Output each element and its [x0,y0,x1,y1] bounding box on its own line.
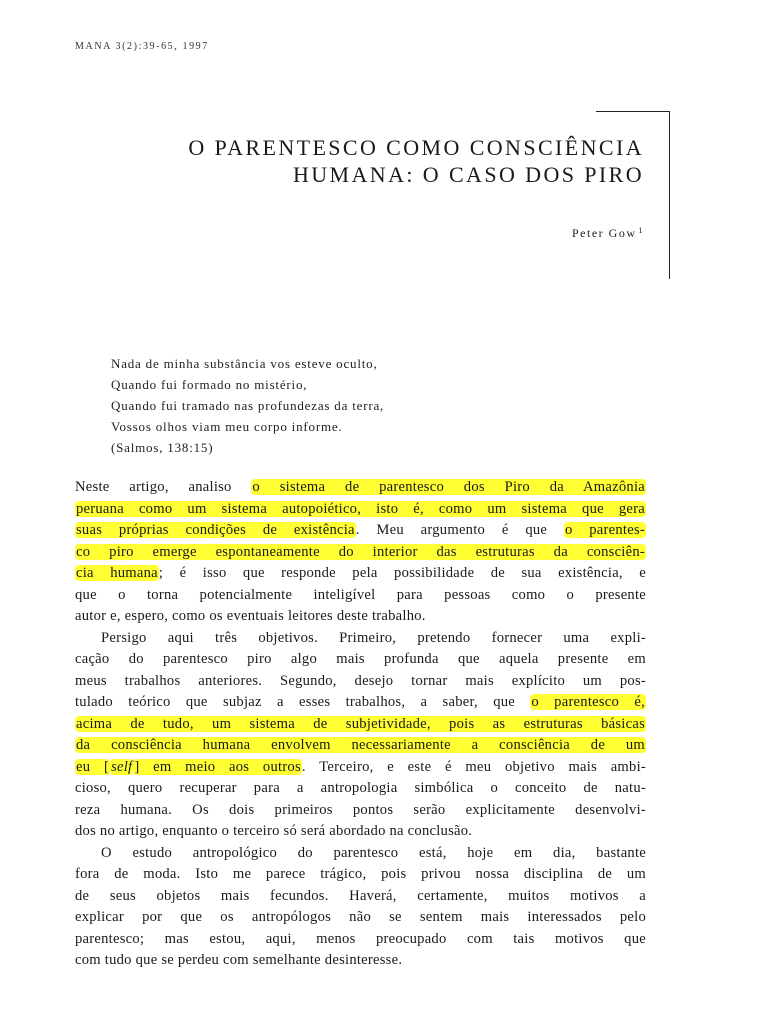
body-text-line [75,929,646,951]
author-byline [572,226,644,241]
body-text-line [75,499,646,521]
body-text-line [75,671,646,693]
highlighted-text: da consciência humana envolvem necessariamente a consciência de um [76,737,645,753]
highlighted-text: co piro emerge espontaneamente do interior das estruturas da consciên- [76,543,645,560]
body-text-line [75,843,646,865]
body-text-line [75,778,646,800]
highlighted-text: o sistema de parentesco dos Piro da Amazônia [252,479,645,495]
body-text-line [75,886,646,908]
body-text-span: cação do parentesco piro algo mais profunda que aquela presente em [75,651,646,667]
body-text-line [75,757,646,779]
body-text-line [75,649,646,671]
body-text-span: autor e, espero, como os eventuais leitores deste trabalho. [75,608,426,624]
body-text-span: dos no artigo, enquanto o terceiro só será abordado na conclusão. [75,823,473,839]
body-text-span: ; é isso que responde pela possibilidade de sua existência, e [158,565,646,581]
body-text-line [75,563,646,585]
title-line-2: HUMANA: O CASO DOS PIRO [292,162,644,187]
body-text-span: parentesco; mas estou, aqui, menos preocupado com tais motivos que [75,930,646,947]
body-text-span: de seus objetos mais fecundos. Haverá, certamente, muitos motivos a [75,887,646,904]
epigraph-line: Quando fui formado no mistério, [111,377,308,392]
body-text-span: explicar por que os antropólogos não se sentem mais interessados pelo [75,909,646,925]
body-text-line [75,692,646,714]
body-text-span: . Terceiro, e este é meu objetivo mais ambi- [301,758,646,775]
body-text-span: Neste artigo, analiso [75,479,252,495]
body-text-line [75,864,646,886]
article-title [188,134,644,188]
body-text-line [75,714,646,736]
body-text-span: reza humana. Os dois primeiros pontos serão explicitamente desenvolvi- [75,801,646,818]
body-text-line [75,606,646,628]
body-text-span: que o torna potencialmente inteligível para pessoas como o presente [75,586,646,603]
highlighted-text: ] em meio aos outros [134,758,301,775]
corner-rule-horizontal [596,111,670,112]
body-text-line [75,950,646,972]
author-name: Peter Gow [572,226,637,240]
body-text-span: com tudo que se perdeu com semelhante desinteresse. [75,952,403,968]
body-text-span: tulado teórico que subjaz a esses trabalhos, a saber, que [75,694,531,710]
journal-reference: MANA 3(2):39-65, 1997 [75,41,209,52]
body-text-span: O estudo antropológico do parentesco está, hoje em dia, bastante [101,844,646,861]
highlighted-text: o parentes- [564,522,645,538]
epigraph-line: Quando fui tramado nas profundezas da terra, [111,398,385,413]
body-text [75,477,646,972]
body-text-span: meus trabalhos anteriores. Segundo, desejo tornar mais explícito um pos- [75,672,646,689]
body-text-line [75,800,646,822]
highlighted-text: acima de tudo, um sistema de subjetividade, pois as estruturas básicas [76,715,645,732]
body-text-line [75,821,646,843]
title-line-1: O PARENTESCO COMO CONSCIÊNCIA [188,135,644,160]
body-text-line [75,585,646,607]
body-text-span: cioso, quero recuperar para a antropologia simbólica o conceito de natu- [75,780,646,796]
body-text-line [75,628,646,650]
body-text-line [75,735,646,757]
body-text-line [75,520,646,542]
body-text-line [75,477,646,499]
highlighted-text: self [111,758,133,775]
body-text-line [75,542,646,564]
body-text-span: . Meu argumento é que [355,522,564,538]
epigraph-line: Vossos olhos viam meu corpo informe. [111,419,343,434]
author-footnote-marker[interactable]: 1 [638,226,644,235]
highlighted-text: o parentesco é, [531,694,645,710]
highlighted-text: suas próprias condições de existência [76,522,355,538]
epigraph [111,353,384,458]
highlighted-text: eu [ [76,758,110,775]
epigraph-citation: (Salmos, 138:15) [111,440,214,455]
body-text-line [75,907,646,929]
body-text-span: fora de moda. Isto me parece trágico, pois privou nossa disciplina de um [75,866,646,882]
highlighted-text: cia humana [76,565,158,581]
epigraph-line: Nada de minha substância vos esteve oculto, [111,356,378,371]
highlighted-text: peruana como um sistema autopoiético, isto é, como um sistema que gera [76,500,645,517]
body-text-span: Persigo aqui três objetivos. Primeiro, pretendo fornecer uma expli- [101,629,646,646]
corner-rule-vertical [669,111,670,279]
